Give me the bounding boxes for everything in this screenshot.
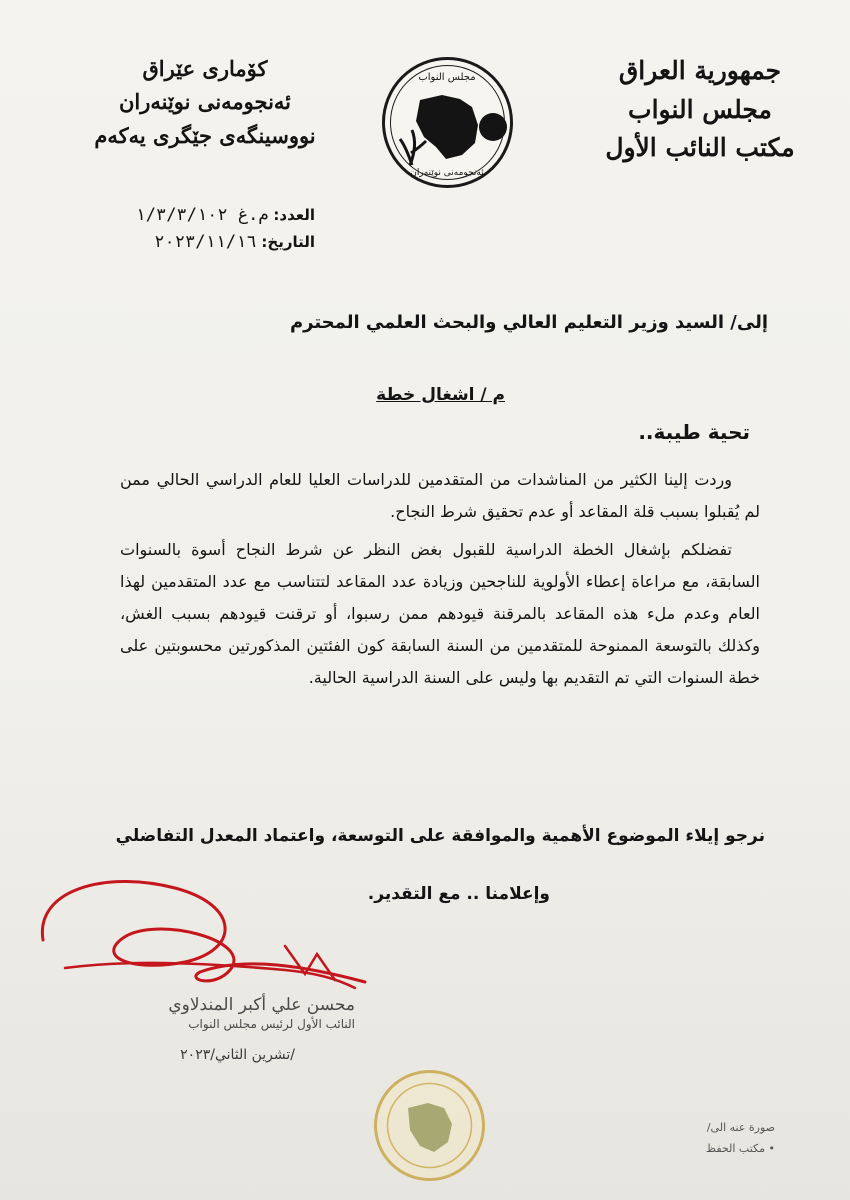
letterhead-line: نووسینگەی جێگری یەکەم bbox=[94, 122, 316, 148]
signatory-name: محسن علي أكبر المندلاوي bbox=[168, 995, 355, 1015]
official-stamp-icon bbox=[372, 1068, 487, 1183]
reference-number-label: العدد: bbox=[273, 206, 315, 224]
letterhead-line: كۆماری عێراق bbox=[142, 56, 268, 81]
reference-date-value: ٢٠٢٣/١١/١٦ bbox=[154, 232, 257, 253]
addressee: إلى/ السيد وزير التعليم العالي والبحث العلمي المحترم bbox=[289, 312, 768, 333]
subject-line bbox=[305, 385, 505, 405]
body-paragraph: تفضلكم بإشغال الخطة الدراسية للقبول بغض النظر عن شرط النجاح أسوة بالسنوات السابقة، مع مراعاة إعطاء الأولوية للناجحين وزيادة عدد المقاعد لتتناسب مع عدد المتقدمين لهذا العام وعدم ملء هذه المقاعد بالمرقنة قيودهم ممن رسبوا، أو ترقنت قيودهم بسبب الغش، وكذلك بالتوسعة الممنوحة للمتقدمين من السنة السابقة كون الفئتين المذكورتين محسوبتين على خطة السنوات التي تم التقديم بها وليس على السنة الدراسية الحالية. bbox=[120, 540, 760, 687]
reference-date bbox=[55, 229, 315, 256]
reference-block bbox=[55, 202, 315, 256]
logo-bottom-text: ئەنجومەنی نوێنەران bbox=[410, 168, 484, 178]
closing-request: نرجو إيلاء الموضوع الأهمية والموافقة على التوسعة، واعتماد المعدل التفاضلي bbox=[115, 826, 765, 846]
letterhead-line: جمهورية العراق bbox=[618, 56, 782, 85]
copy-to-block bbox=[655, 1118, 775, 1160]
greeting: تحية طيبة.. bbox=[638, 420, 750, 444]
copy-to-label: صورة عنه الى/ bbox=[706, 1121, 775, 1134]
reference-date-label: التاريخ: bbox=[261, 233, 315, 252]
logo-top-text: مجلس النواب bbox=[418, 72, 476, 83]
kurdish-letterhead bbox=[90, 55, 320, 155]
reference-number-value: م.غ ١/٣/٣/١٠٢ bbox=[135, 205, 269, 225]
body-paragraph: وردت إلينا الكثير من المناشدات من المتقدمين للدراسات العليا للعام الدراسي الحالي ممن لم يُقبلوا بسبب قلة المقاعد أو عدم تحقيق شرط النجاح. bbox=[120, 470, 760, 521]
letterhead-line: مجلس النواب bbox=[628, 94, 772, 124]
letterhead-line: مكتب النائب الأول bbox=[605, 133, 795, 162]
signature-block bbox=[85, 995, 355, 1063]
signatory-title: النائب الأول لرئيس مجلس النواب bbox=[188, 1017, 355, 1031]
reference-number bbox=[55, 202, 315, 229]
parliament-logo-icon bbox=[380, 55, 515, 190]
copy-to-item: • مكتب الحفظ bbox=[655, 1139, 775, 1160]
subject-text: م / اشغال خطة bbox=[376, 385, 505, 405]
arabic-letterhead bbox=[600, 55, 800, 171]
letterhead-line: ئەنجومەنی نوێنەران bbox=[118, 89, 292, 115]
signature-date: /تشرين الثاني/٢٠٢٣ bbox=[180, 1047, 295, 1063]
letter-body bbox=[120, 464, 760, 700]
regards-line: وإعلامنا .. مع التقدير. bbox=[367, 884, 550, 904]
